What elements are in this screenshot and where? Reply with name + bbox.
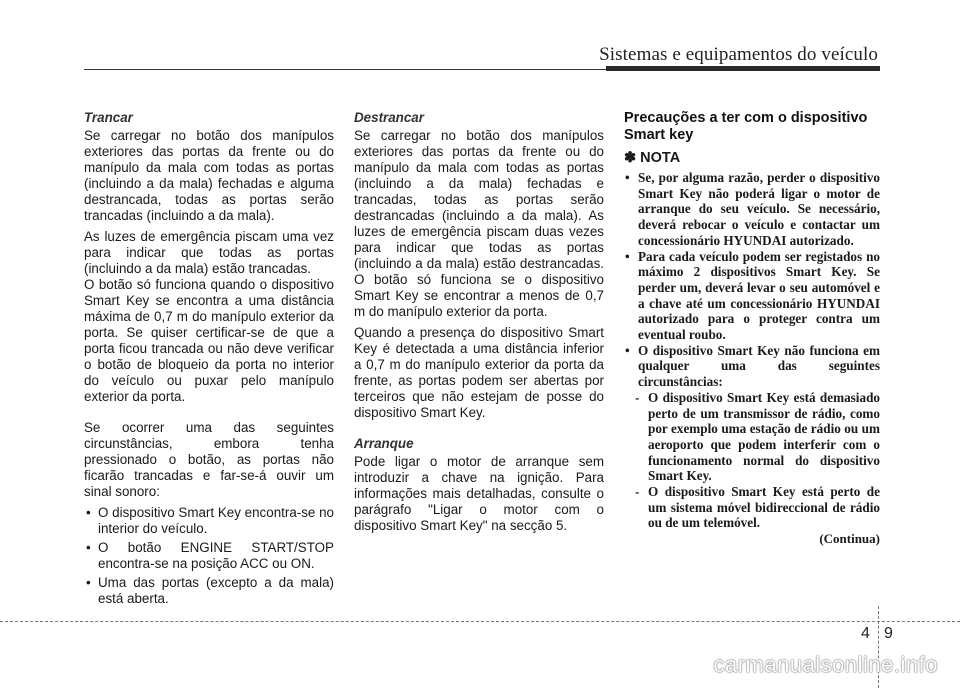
list-item: • O botão ENGINE START/STOP encontra-se na posição ACC ou ON.	[84, 540, 334, 572]
note-label: ✽ NOTA	[624, 150, 681, 166]
list-item: • Para cada veículo podem ser registados no máximo 2 dispositivos Smart Key. Se perder um, deverá levar o seu automóvel e a chave até um concessionário HYUNDAI autorizado para o proteger contra um eventual roubo.	[624, 249, 880, 343]
heading-destrancar: Destrancar	[354, 110, 424, 125]
list-item: • O dispositivo Smart Key não funciona em qualquer uma das seguintes circunstâncias:	[624, 343, 880, 390]
paragraph: As luzes de emergência piscam uma vez para indicar que todas as portas (incluindo a da mala) estão trancadas.	[84, 229, 334, 276]
list-item: • Se, por alguma razão, perder o dispositivo Smart Key não poderá ligar o motor de arranque do seu veículo. Se necessário, deverá rebocar o veículo e contactar um concessionário HYUNDAI autorizado.	[624, 170, 880, 249]
chapter-number: 4	[861, 625, 870, 642]
sub-list-item: - O dispositivo Smart Key está demasiado perto de um transmissor de rádio, como por exemplo uma estação de rádio ou um aeroporto que podem interferir com o funcionamento normal do dispositivo Smart Key.	[624, 390, 880, 484]
paragraph: Se carregar no botão dos manípulos exteriores das portas da frente ou do manípulo da mala com todas as portas (incluindo a da mala) fechadas e alguma destrancada, todas as portas serão trancadas (incluindo a da mala).	[84, 128, 334, 223]
heading-trancar: Trancar	[84, 110, 133, 125]
list-item: • O dispositivo Smart Key encontra-se no interior do veículo.	[84, 505, 334, 537]
paragraph: Quando a presença do dispositivo Smart Key é detectada a uma distância inferior a 0,7 m do manípulo exterior da porta da frente, as portas podem ser abertas por terceiros que não estejam de posse do dispositivo Smart Key.	[354, 325, 604, 420]
continued-label: (Continua)	[819, 531, 880, 547]
column-left	[84, 110, 334, 610]
column-middle	[354, 110, 604, 539]
paragraph: O botão só funciona quando o dispositivo Smart Key se encontra a uma distância máxima de 0,7 m do manípulo exterior da porta. Se quiser certificar-se de que a porta ficou trancada ou não deve verificar o botão de bloqueio da porta no interior do veículo ou puxar pelo manípulo exterior da porta.	[84, 277, 334, 404]
heading-arranque: Arranque	[354, 436, 414, 451]
paragraph: Pode ligar o motor de arranque sem introduzir a chave na ignição. Para informações mais detalhadas, consulte o parágrafo "Ligar o motor com o dispositivo Smart Key" na secção 5.	[354, 454, 604, 533]
paragraph: Se ocorrer uma das seguintes circunstâncias, embora tenha pressionado o botão, as portas não ficarão trancadas e far-se-á ouvir um sinal sonoro:	[84, 420, 334, 499]
section-header-title: Sistemas e equipamentos do veículo	[599, 44, 878, 65]
conditions-list	[84, 505, 334, 607]
list-item: • Uma das portas (excepto a da mala) está aberta.	[84, 575, 334, 607]
column-right	[624, 110, 880, 547]
sub-list-item: - O dispositivo Smart Key está perto de um sistema móvel bidireccional de rádio ou de um telemóvel.	[624, 484, 880, 531]
footer-rule	[0, 621, 960, 622]
paragraph: Se carregar no botão dos manípulos exteriores das portas da frente ou do manípulo da mala com todas as portas (incluindo a da mala) fechadas e trancadas, todas as portas serão destrancadas (incluindo a da mala). As luzes de emergência piscam duas vezes para indicar que todas as portas (incluindo a da mala) estão destrancadas. O botão só funciona se o dispositivo Smart Key se encontrar a menos de 0,7 m do manípulo exterior da porta.	[354, 128, 604, 319]
section-title: Precauções a ter com o dispositivo Smart key	[624, 110, 868, 143]
page-number: 9	[884, 625, 893, 642]
header-tab-bar	[606, 66, 880, 71]
watermark: carmanualsonline.info	[713, 652, 938, 677]
note-box	[624, 170, 880, 547]
